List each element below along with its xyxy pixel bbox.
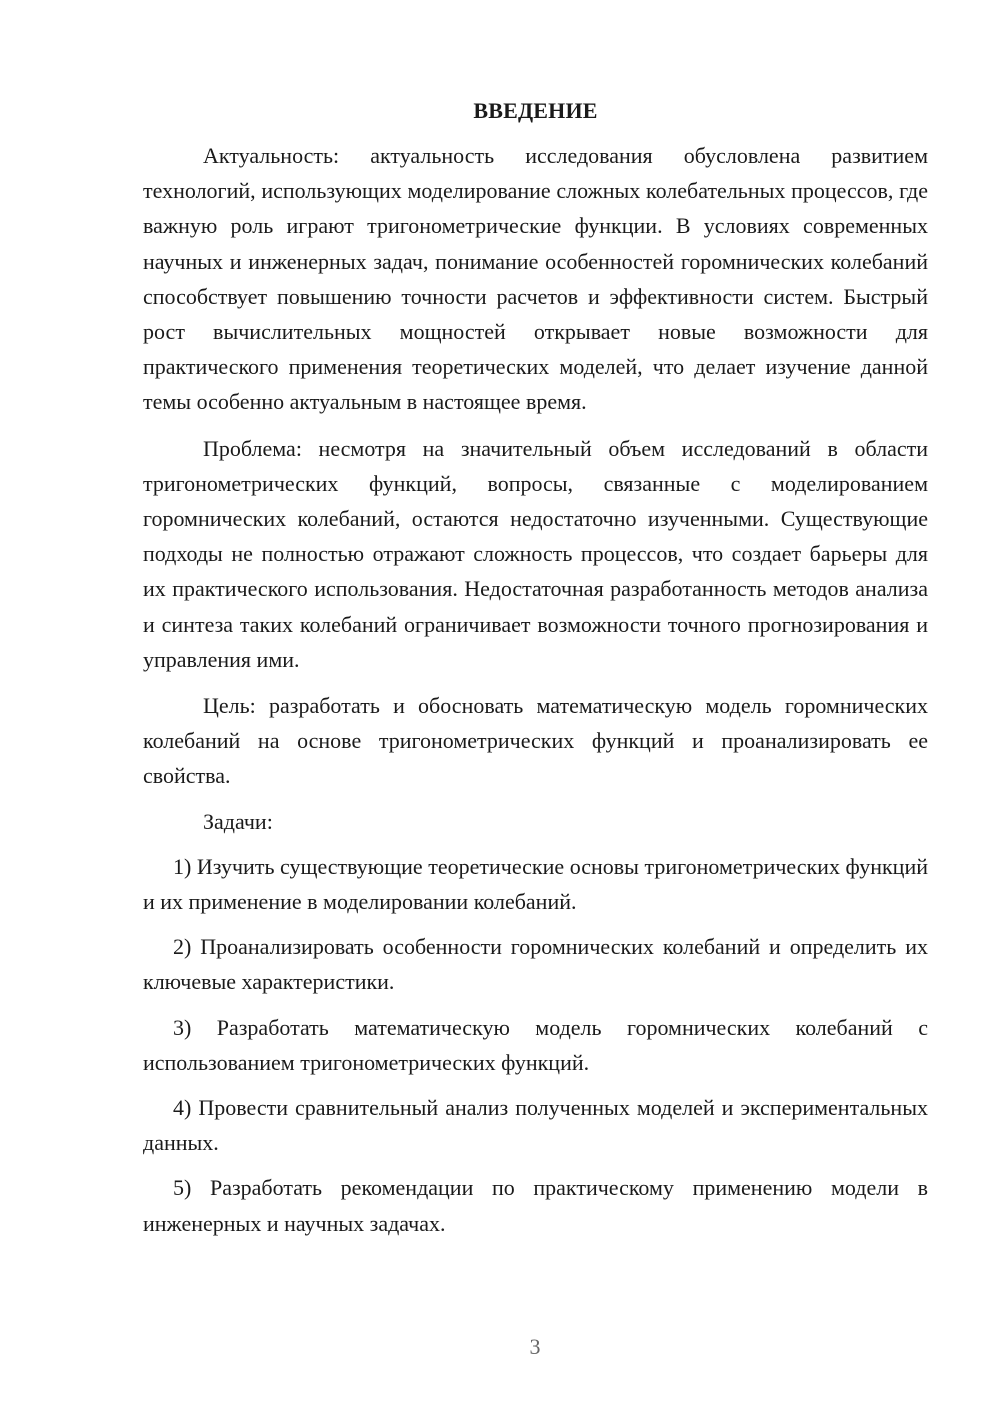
task-item: 4) Провести сравнительный анализ полученных моделей и экспериментальных данных. xyxy=(143,1095,928,1156)
tasks-heading: Задачи: xyxy=(203,808,273,834)
task-item: 5) Разработать рекомендации по практическому применению модели в инженерных и научных задачах. xyxy=(143,1175,928,1236)
paragraph-goal: Цель: разработать и обосновать математическую модель горомнических колебаний на основе тригонометрических функций и проанализировать ее свойства. xyxy=(143,693,928,789)
paragraph-relevance: Актуальность: актуальность исследования обусловлена развитием технологий, использующих моделирование сложных колебательных процессов, где важную роль играют тригонометрические функции. В условиях современных научных и инженерных задач, понимание особенностей горомнических колебаний способствует повышению точности расчетов и эффективности систем. Быстрый рост вычислительных мощностей открывает новые возможности для практического применения теоретических моделей, что делает изучение данной темы особенно актуальным в настоящее время. xyxy=(143,143,928,415)
task-item: 3) Разработать математическую модель горомнических колебаний с использованием тригонометрических функций. xyxy=(143,1014,928,1075)
task-item: 2) Проанализировать особенности горомнических колебаний и определить их ключевые характеристики. xyxy=(143,934,928,995)
paragraph-problem: Проблема: несмотря на значительный объем исследований в области тригонометрических функций, вопросы, связанные с моделированием горомнических колебаний, остаются недостаточно изученными. Существующие подходы не полностью отражают сложность процессов, что создает барьеры для их практического использования. Недостаточная разработанность методов анализа и синтеза таких колебаний ограничивает возможности точного прогнозирования и управления ими. xyxy=(143,435,928,672)
page-number: 3 xyxy=(529,1334,541,1359)
page-title: ВВЕДЕНИЕ xyxy=(473,98,598,123)
document-page xyxy=(143,96,928,1241)
task-item: 1) Изучить существующие теоретические основы тригонометрических функций и их применение в моделировании колебаний. xyxy=(143,853,928,915)
tasks-list xyxy=(143,849,928,1241)
